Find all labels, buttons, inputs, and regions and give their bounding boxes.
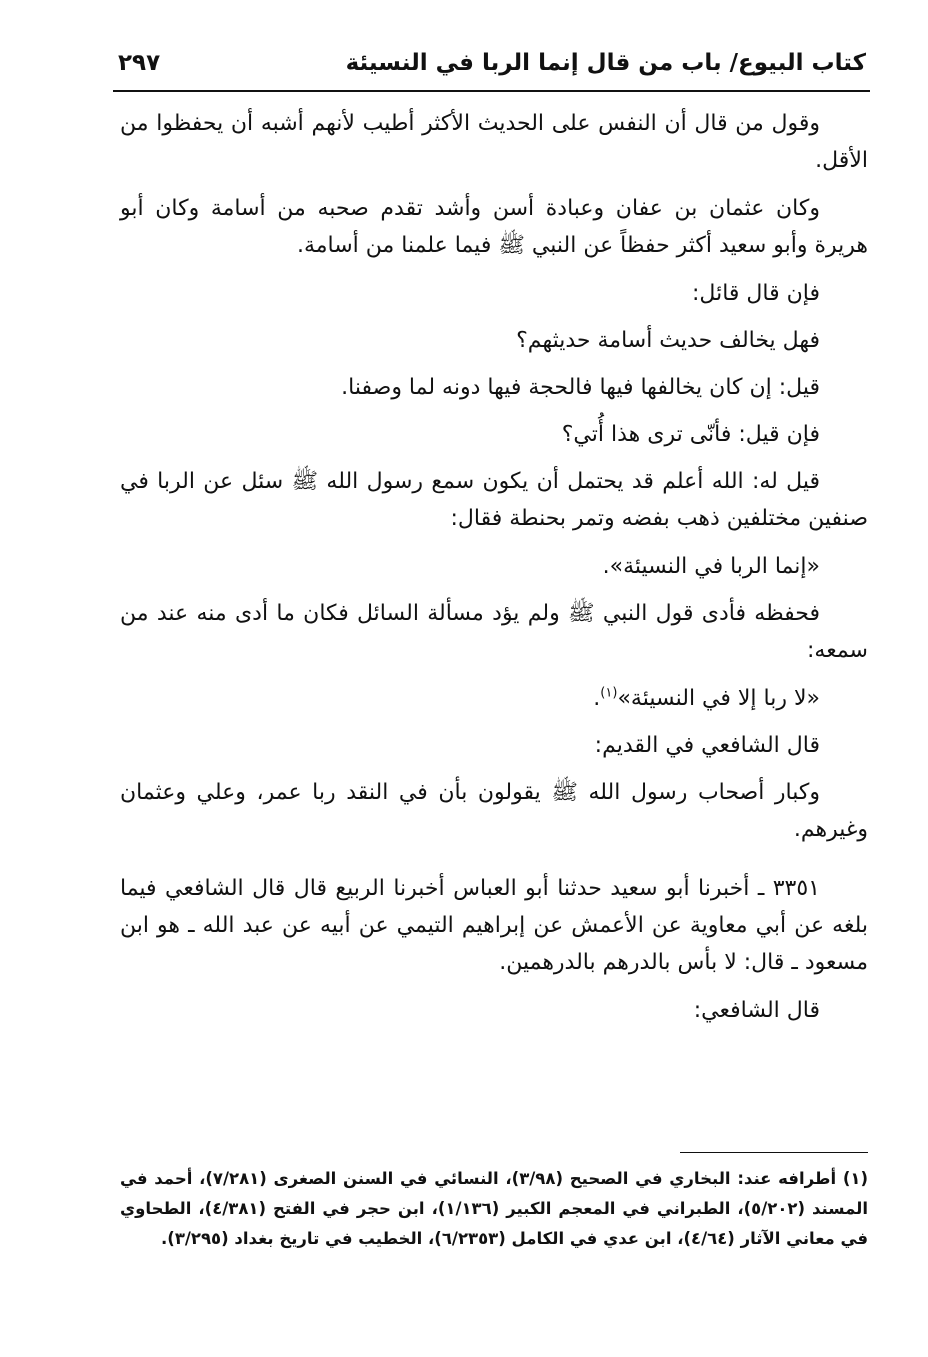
paragraph: قيل: إن كان يخالفها فيها فالحجة فيها دونه لما وصفنا. <box>341 375 820 400</box>
paragraph: فهل يخالف حديث أسامة حديثهم؟ <box>516 328 820 353</box>
paragraph: وكان عثمان بن عفان وعبادة أسن وأشد تقدم صحبه من أسامة وكان أبو هريرة وأبو سعيد أكثر حفظاً عن النبي ﷺ فيما علمنا من أسامة. <box>120 196 868 258</box>
paragraph: قيل له: الله أعلم قد يحتمل أن يكون سمع رسول الله ﷺ سئل عن الربا في صنفين مختلفين ذهب بفضه وتمر بحنطة فقال: <box>120 469 868 531</box>
paragraph: وكبار أصحاب رسول الله ﷺ يقولون بأن في النقد ربا عمر، وعلي وعثمان وغيرهم. <box>120 780 868 842</box>
running-title: كتاب البيوع/ باب من قال إنما الربا في النسيئة <box>345 50 866 76</box>
footnote-text: (١) أطرافه عند: البخاري في الصحيح (٣/٩٨)، النسائي في السنن الصغرى (٧/٢٨١)، أحمد في المسند (٥/٢٠٢)، الطبراني في المعجم الكبير (١/١٣٦)، ابن حجر في الفتح (٤/٣٨١)، الطحاوي في معاني الآثار (٤/٦٤)، ابن عدي في الكامل (٦/٢٣٥٣)، الخطيب في تاريخ بغداد (٣/٢٩٥). <box>120 1169 868 1248</box>
quote-tail: . <box>593 686 601 711</box>
header-rule <box>113 90 870 92</box>
footnote-ref[interactable]: (١) <box>600 685 618 701</box>
hadith-paragraph: ٣٣٥١ ـ أخبرنا أبو سعيد حدثنا أبو العباس أخبرنا الربيع قال قال الشافعي فيما بلغه عن أبي معاوية عن الأعمش عن إبراهيم التيمي عن أبيه عن عبد الله ـ هو ابن مسعود ـ قال: لا بأس بالدرهم بالدرهمين. <box>120 876 868 975</box>
main-text <box>120 105 868 1040</box>
paragraph: فإن قيل: فأنّى ترى هذا أُتي؟ <box>561 422 820 447</box>
page-header <box>118 38 866 88</box>
quote-text: «لا ربا إلا في النسيئة» <box>617 686 820 711</box>
footnote-rule <box>680 1152 868 1153</box>
paragraph: فحفظه فأدى قول النبي ﷺ ولم يؤد مسألة السائل فكان ما أدى منه عند من سمعه: <box>120 601 868 663</box>
quote-paragraph <box>120 680 868 717</box>
paragraph: وقول من قال أن النفس على الحديث الأكثر أطيب لأنهم أشبه أن يحفظوا من الأقل. <box>120 111 868 173</box>
footnote <box>120 1164 868 1254</box>
paragraph: قال الشافعي في القديم: <box>594 733 820 758</box>
page-number: ٢٩٧ <box>118 50 161 76</box>
paragraph: قال الشافعي: <box>693 998 820 1023</box>
quote-paragraph: «إنما الربا في النسيئة». <box>602 554 820 579</box>
paragraph: فإن قال قائل: <box>692 281 820 306</box>
